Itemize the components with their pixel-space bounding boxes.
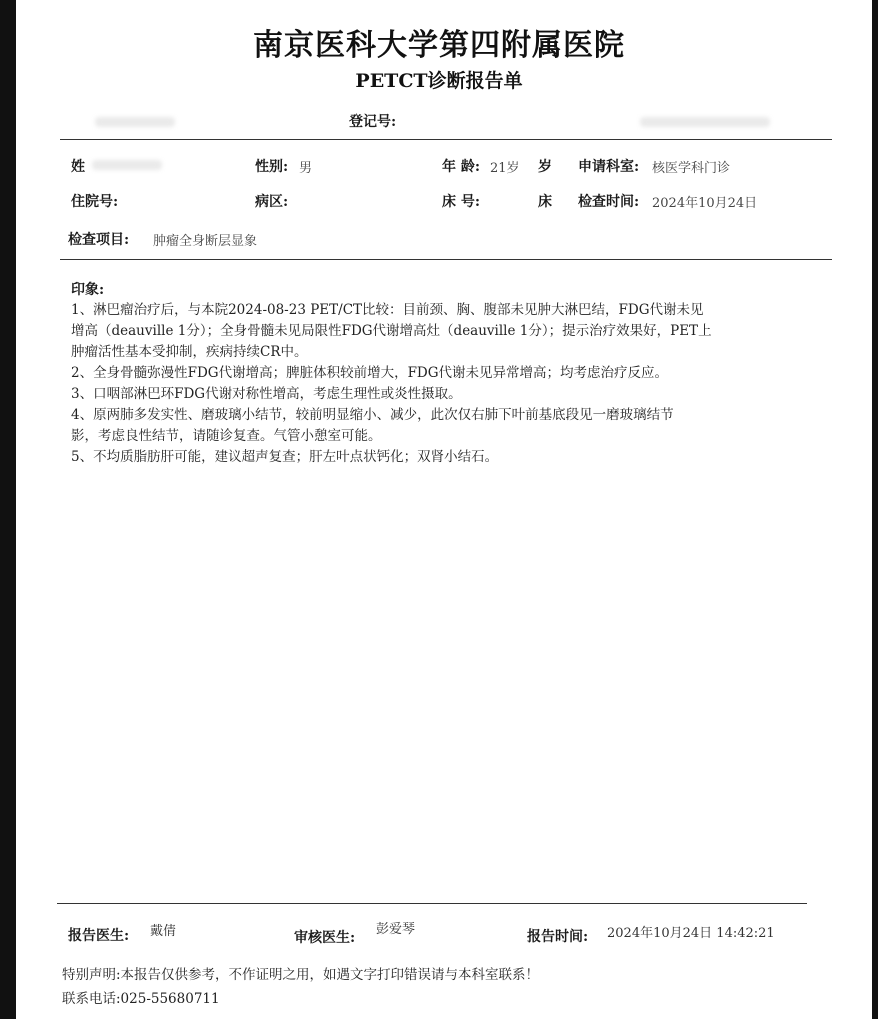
exam-time-value: 2024年10月24日	[652, 196, 758, 211]
dept-label: 申请科室:	[578, 159, 640, 175]
report-doctor-value: 戴倩	[150, 924, 177, 939]
finding-line: 5、不均质脂肪肝可能，建议超声复查；肝左叶点状钙化；双肾小结石。	[71, 449, 499, 465]
ward-label: 病区:	[255, 194, 289, 210]
header-divider	[60, 139, 832, 140]
signature-divider	[57, 903, 807, 904]
report-time-value: 2024年10月24日 14:42:21	[607, 926, 775, 941]
report-time-label: 报告时间:	[527, 929, 589, 945]
scan-left-border	[0, 0, 16, 1019]
name-label: 姓	[71, 159, 85, 175]
bed-unit: 床	[538, 194, 552, 210]
inpatient-label: 住院号:	[71, 194, 119, 210]
finding-line: 影，考虑良性结节，请随诊复查。气管小憩室可能。	[71, 428, 382, 444]
finding-line: 肿瘤活性基本受抑制，疾病持续CR中。	[71, 344, 308, 360]
disclaimer-text: 特别声明:本报告仅供参考，不作证明之用，如遇文字打印错误请与本科室联系！	[62, 967, 540, 983]
report-title: PETCT诊断报告单	[355, 70, 523, 92]
exam-item-value: 肿瘤全身断层显象	[153, 234, 258, 249]
dept-value: 核医学科门诊	[652, 161, 731, 176]
hospital-name: 南京医科大学第四附属医院	[253, 28, 625, 63]
registration-label: 登记号:	[349, 114, 397, 130]
impression-title: 印象:	[71, 282, 105, 298]
report-doctor-label: 报告医生:	[68, 928, 130, 944]
impression-findings	[71, 300, 811, 468]
redacted-area	[640, 117, 770, 127]
finding-line: 3、口咽部淋巴环FDG代谢对称性增高，考虑生理性或炎性摄取。	[71, 386, 462, 402]
finding-line: 2、全身骨髓弥漫性FDG代谢增高；脾脏体积较前增大，FDG代谢未见异常增高；均考虑治疗反应。	[71, 365, 669, 381]
sex-label: 性别:	[255, 159, 289, 175]
reviewer-label: 审核医生:	[294, 930, 356, 946]
reviewer-value: 彭爱琴	[376, 922, 416, 937]
sex-value: 男	[299, 161, 313, 176]
bed-label: 床 号:	[442, 194, 481, 210]
exam-item-label: 检查项目:	[68, 232, 130, 248]
scan-right-border	[872, 0, 878, 1019]
exam-time-label: 检查时间:	[578, 194, 640, 210]
report-paper	[16, 0, 872, 1019]
finding-line: 1、淋巴瘤治疗后，与本院2024-08-23 PET/CT比较：目前颈、胸、腹部未见肿大淋巴结，FDG代谢未见	[71, 302, 704, 318]
redacted-name	[92, 160, 162, 170]
age-value: 21岁	[490, 161, 520, 176]
patient-divider	[60, 259, 832, 260]
age-label: 年 龄:	[442, 159, 481, 175]
redacted-area	[95, 117, 175, 127]
finding-line: 增高（deauville 1分）；全身骨髓未见局限性FDG代谢增高灶（deauville 1分）；提示治疗效果好，PET上	[71, 323, 712, 339]
age-unit: 岁	[538, 159, 552, 175]
finding-line: 4、原两肺多发实性、磨玻璃小结节，较前明显缩小、减少，此次仅右肺下叶前基底段见一磨玻璃结节	[71, 407, 674, 423]
contact-phone: 联系电话:025-55680711	[62, 991, 220, 1007]
